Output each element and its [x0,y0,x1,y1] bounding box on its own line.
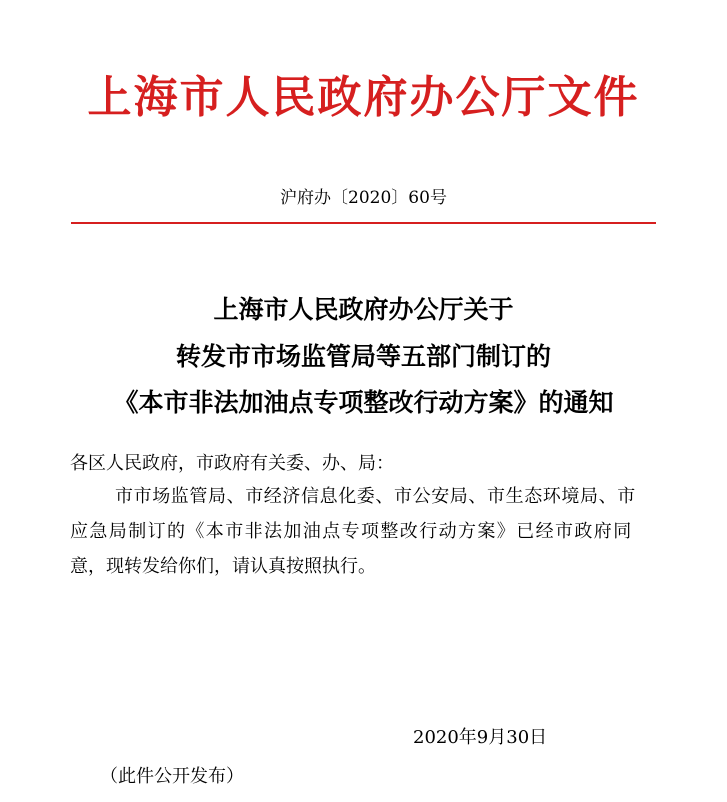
red-divider-line [71,222,656,224]
salutation: 各区人民政府，市政府有关委、办、局： [70,453,394,474]
body-paragraph-line-1: 市市场监管局、市经济信息化委、市公安局、市生态环境局、市 [115,486,636,507]
document-date: 2020年9月30日 [413,727,548,748]
body-paragraph-line-3: 意，现转发给你们，请认真按照执行。 [70,556,376,577]
document-masthead: 上海市人民政府办公厅文件 [87,72,640,123]
body-paragraph-line-2: 应急局制订的《本市非法加油点专项整改行动方案》已经市政府同 [70,521,633,542]
publish-note: （此件公开发布） [100,766,244,787]
document-number: 沪府办〔2020〕60号 [280,188,447,208]
document-title-line-3: 《本市非法加油点专项整改行动方案》的通知 [113,388,614,417]
document-title-line-1: 上海市人民政府办公厅关于 [213,295,514,324]
document-title-line-2: 转发市市场监管局等五部门制订的 [175,342,551,371]
